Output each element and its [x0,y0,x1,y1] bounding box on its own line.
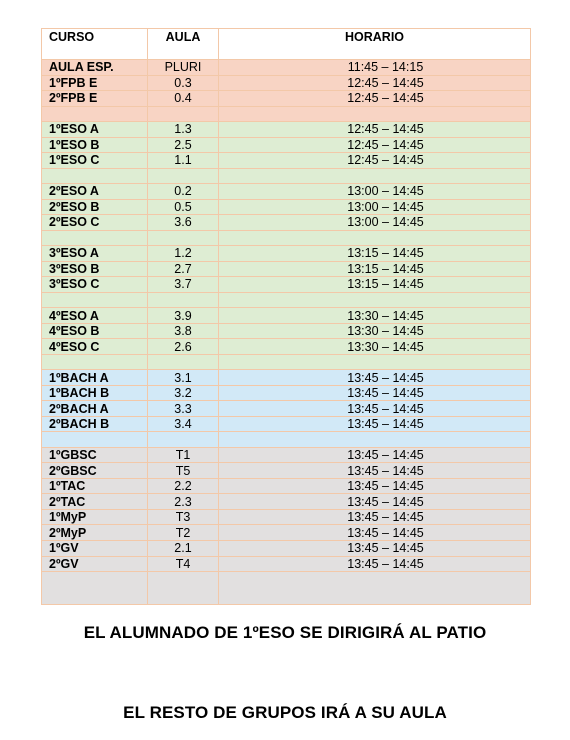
spacer-row [42,230,531,246]
cell-horario: 13:00 – 14:45 [219,184,531,200]
table-row [42,401,531,417]
table-row [42,416,531,432]
cell-curso: 2ºBACH B [42,416,148,432]
cell-horario: 12:45 – 14:45 [219,75,531,91]
cell-curso: 4ºESO A [42,308,148,324]
cell-horario: 13:45 – 14:45 [219,556,531,572]
schedule-table [41,28,531,605]
cell-curso: 2ºESO C [42,215,148,231]
table-row [42,137,531,153]
cell-curso: 1ºESO B [42,137,148,153]
cell-horario: 12:45 – 14:45 [219,122,531,138]
cell-aula: 2.7 [148,261,219,277]
spacer-cell [42,292,148,308]
spacer-row [42,168,531,184]
cell-aula: 2.5 [148,137,219,153]
spacer-cell [148,230,219,246]
spacer-row [42,432,531,448]
cell-horario: 13:30 – 14:45 [219,323,531,339]
cell-aula: PLURI [148,60,219,76]
cell-aula: T4 [148,556,219,572]
cell-curso: 1ºBACH B [42,385,148,401]
table-row [42,308,531,324]
spacer-cell [148,168,219,184]
cell-aula: 0.2 [148,184,219,200]
spacer-cell [219,354,531,370]
cell-aula: T2 [148,525,219,541]
spacer-cell [219,168,531,184]
cell-horario: 13:45 – 14:45 [219,401,531,417]
spacer-cell [148,292,219,308]
cell-curso: 2ºMyP [42,525,148,541]
table-row [42,385,531,401]
spacer-cell [219,572,531,605]
table-row [42,525,531,541]
cell-curso: 2ºBACH A [42,401,148,417]
spacer-cell [219,292,531,308]
spacer-cell [219,432,531,448]
cell-aula: 2.1 [148,540,219,556]
cell-horario: 13:45 – 14:45 [219,447,531,463]
spacer-cell [42,432,148,448]
table-row [42,91,531,107]
cell-horario: 12:45 – 14:45 [219,137,531,153]
header-horario: HORARIO [219,29,531,60]
spacer-row [42,572,531,605]
notice-first-eso: EL ALUMNADO DE 1ºESO SE DIRIGIRÁ AL PATIO [83,623,487,642]
cell-curso: 1ºBACH A [42,370,148,386]
table-row [42,540,531,556]
cell-curso: 2ºGBSC [42,463,148,479]
cell-horario: 13:00 – 14:45 [219,215,531,231]
cell-horario: 12:45 – 14:45 [219,153,531,169]
cell-aula: 0.3 [148,75,219,91]
cell-curso: 1ºGBSC [42,447,148,463]
cell-curso: 2ºTAC [42,494,148,510]
cell-aula: 3.7 [148,277,219,293]
cell-horario: 13:45 – 14:45 [219,494,531,510]
cell-horario: 13:45 – 14:45 [219,540,531,556]
cell-horario: 13:15 – 14:45 [219,277,531,293]
table-row [42,323,531,339]
cell-curso: 2ºESO B [42,199,148,215]
spacer-row [42,354,531,370]
cell-curso: 1ºGV [42,540,148,556]
table-row [42,556,531,572]
cell-aula: 1.1 [148,153,219,169]
cell-horario: 13:30 – 14:45 [219,308,531,324]
cell-curso: 1ºFPB E [42,75,148,91]
spacer-cell [42,572,148,605]
cell-curso: 1ºMyP [42,509,148,525]
spacer-cell [148,354,219,370]
table-row [42,478,531,494]
header-curso: CURSO [42,29,148,60]
table-row [42,370,531,386]
spacer-cell [219,106,531,122]
cell-aula: T3 [148,509,219,525]
cell-curso: 2ºGV [42,556,148,572]
cell-horario: 13:15 – 14:45 [219,261,531,277]
cell-curso: 1ºESO A [42,122,148,138]
cell-curso: AULA ESP. [42,60,148,76]
cell-horario: 13:45 – 14:45 [219,416,531,432]
cell-horario: 11:45 – 14:15 [219,60,531,76]
table-row [42,277,531,293]
cell-curso: 4ºESO B [42,323,148,339]
cell-aula: 3.4 [148,416,219,432]
cell-aula: 3.8 [148,323,219,339]
schedule-body [42,60,531,605]
table-row [42,122,531,138]
cell-aula: 0.4 [148,91,219,107]
spacer-cell [42,168,148,184]
table-header-row [42,29,531,60]
header-aula: AULA [148,29,219,60]
cell-aula: T5 [148,463,219,479]
cell-horario: 13:45 – 14:45 [219,525,531,541]
table-row [42,494,531,510]
cell-aula: 3.2 [148,385,219,401]
cell-curso: 4ºESO C [42,339,148,355]
table-row [42,184,531,200]
table-row [42,199,531,215]
spacer-cell [148,432,219,448]
cell-aula: 0.5 [148,199,219,215]
table-row [42,509,531,525]
spacer-cell [42,230,148,246]
cell-aula: 3.3 [148,401,219,417]
spacer-cell [42,354,148,370]
spacer-cell [219,230,531,246]
table-row [42,463,531,479]
table-row [42,447,531,463]
cell-horario: 13:45 – 14:45 [219,463,531,479]
cell-curso: 2ºESO A [42,184,148,200]
notice-other-groups: EL RESTO DE GRUPOS IRÁ A SU AULA [123,703,447,722]
table-row [42,339,531,355]
table-row [42,261,531,277]
cell-aula: 3.1 [148,370,219,386]
spacer-row [42,106,531,122]
table-row [42,215,531,231]
cell-aula: 3.9 [148,308,219,324]
cell-horario: 12:45 – 14:45 [219,91,531,107]
table-row [42,75,531,91]
table-row [42,246,531,262]
cell-aula: 2.2 [148,478,219,494]
cell-horario: 13:45 – 14:45 [219,478,531,494]
spacer-cell [148,572,219,605]
cell-horario: 13:30 – 14:45 [219,339,531,355]
cell-curso: 1ºTAC [42,478,148,494]
cell-curso: 2ºFPB E [42,91,148,107]
cell-aula: 1.2 [148,246,219,262]
spacer-row [42,292,531,308]
cell-aula: 1.3 [148,122,219,138]
cell-curso: 3ºESO A [42,246,148,262]
cell-horario: 13:45 – 14:45 [219,509,531,525]
spacer-cell [42,106,148,122]
cell-horario: 13:45 – 14:45 [219,385,531,401]
cell-curso: 1ºESO C [42,153,148,169]
cell-aula: 2.3 [148,494,219,510]
cell-aula: 3.6 [148,215,219,231]
cell-horario: 13:00 – 14:45 [219,199,531,215]
spacer-cell [148,106,219,122]
table-row [42,153,531,169]
cell-horario: 13:15 – 14:45 [219,246,531,262]
cell-aula: 2.6 [148,339,219,355]
cell-horario: 13:45 – 14:45 [219,370,531,386]
cell-curso: 3ºESO C [42,277,148,293]
cell-aula: T1 [148,447,219,463]
cell-curso: 3ºESO B [42,261,148,277]
table-row [42,60,531,76]
